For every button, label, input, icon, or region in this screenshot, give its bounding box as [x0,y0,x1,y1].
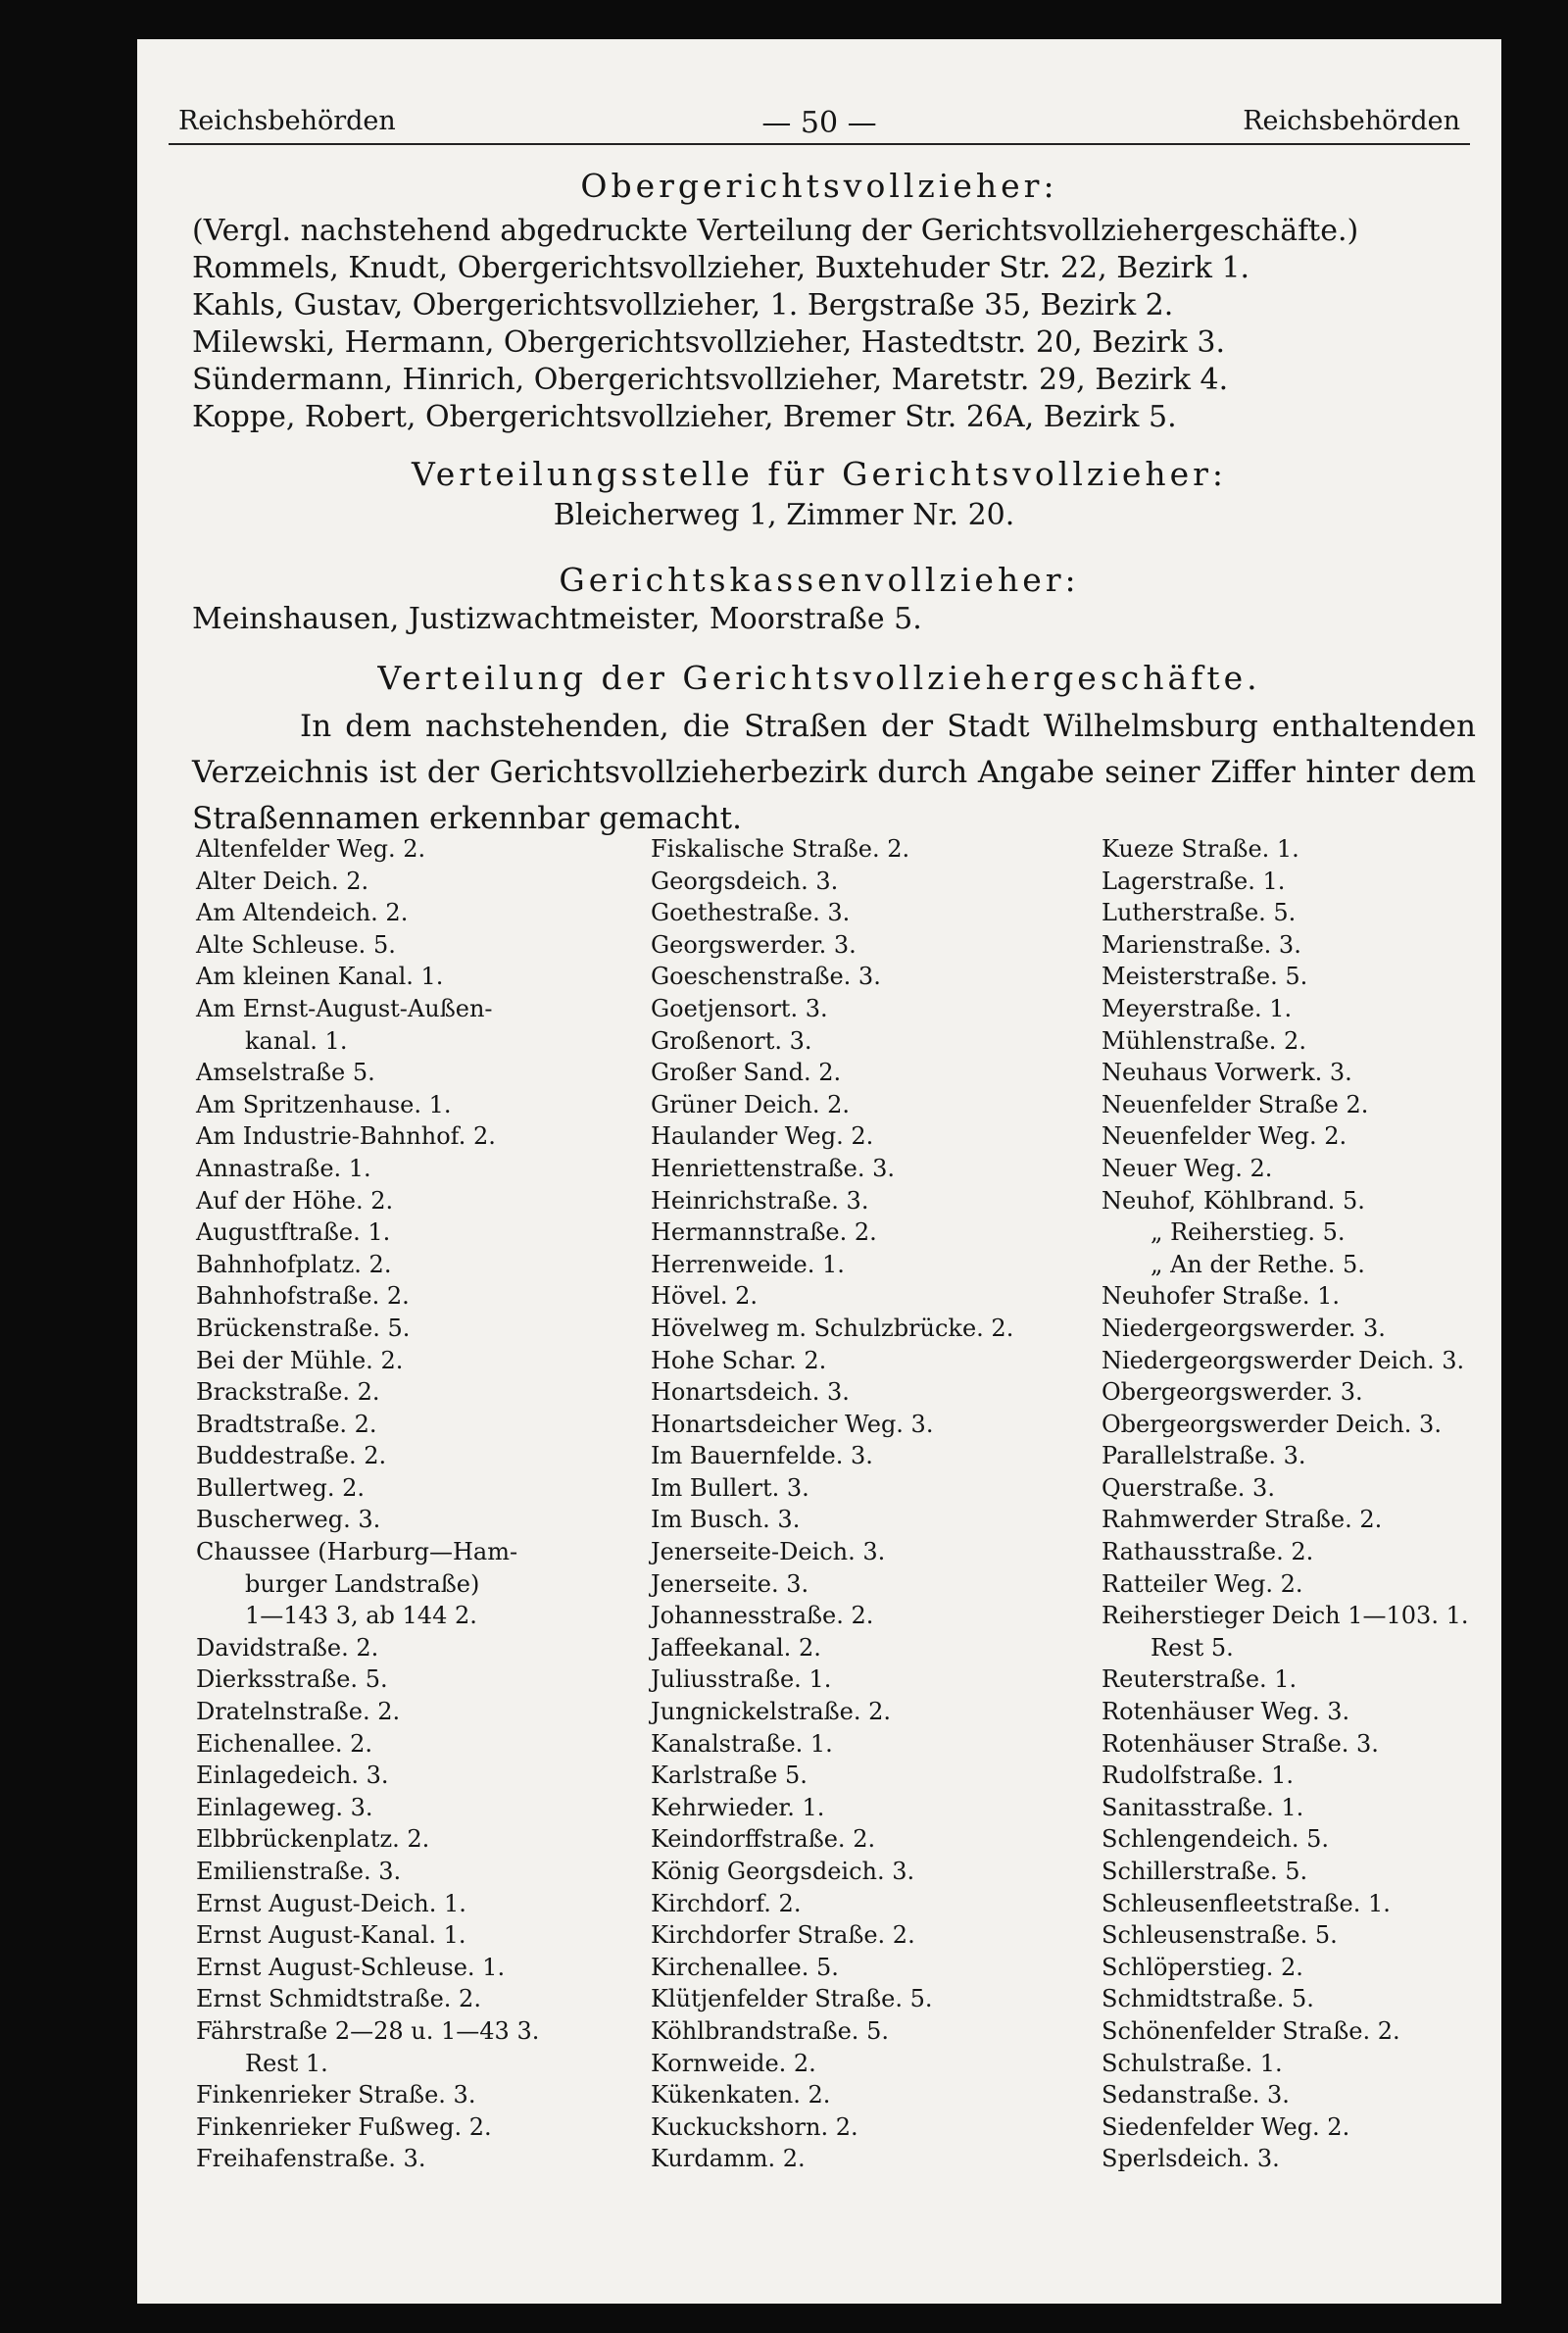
street-entry: Davidstraße. 2. [196,1633,379,1662]
street-entry: Meyerstraße. 1. [1102,994,1293,1022]
street-entry: Schleusenstraße. 5. [1102,1921,1338,1950]
street-entry: Georgswerder. 3. [651,930,857,959]
street-entry: Am kleinen Kanal. 1. [196,963,444,991]
street-entry: Rest 5. [1151,1633,1234,1662]
street-entry: Jaffeekanal. 2. [651,1633,821,1662]
street-column-1 [196,833,539,2175]
street-entry: Neuhof, Köhlbrand. 5. [1102,1186,1365,1215]
street-entry: Kirchdorf. 2. [651,1889,802,1917]
street-entry: Lagerstraße. 1. [1102,867,1286,895]
street-entry: Brückenstraße. 5. [196,1314,411,1342]
street-entry: Am Industrie-Bahnhof. 2. [196,1122,496,1151]
street-entry: Mühlenstraße. 2. [1102,1026,1306,1055]
street-entry: Kirchdorfer Straße. 2. [651,1921,915,1950]
gerichtskassenvollzieher-entry: Meinshausen, Justizwachtmeister, Moorstraße 5. [192,602,922,636]
street-entry: Hövel. 2. [651,1282,758,1311]
street-entry: Einlagedeich. 3. [196,1762,389,1790]
verteilungsstelle-address: Bleicherweg 1, Zimmer Nr. 20. [553,498,1015,532]
street-entry: Einlageweg. 3. [196,1793,373,1821]
street-entry: Ernst August-Deich. 1. [196,1889,466,1917]
street-entry: Amselstraße 5. [196,1059,375,1087]
street-entry: Siedenfelder Weg. 2. [1102,2112,1350,2141]
street-entry: Bei der Mühle. 2. [196,1346,404,1374]
street-entry: Rotenhäuser Weg. 3. [1102,1698,1350,1726]
street-entry: Reiherstieger Deich 1—103. 1. [1102,1602,1469,1630]
street-entry: Auf der Höhe. 2. [196,1186,394,1215]
street-entry: Hermannstraße. 2. [651,1218,877,1247]
street-entry: Querstraße. 3. [1102,1473,1275,1502]
street-entry: Bradtstraße. 2. [196,1410,377,1438]
street-entry: Schulstraße. 1. [1102,2049,1283,2077]
street-entry: Rest 1. [245,2049,328,2077]
street-entry: Neuenfelder Weg. 2. [1102,1122,1348,1151]
street-entry: Reuterstraße. 1. [1102,1665,1298,1694]
street-entry: Am Altendeich. 2. [196,899,409,927]
street-entry: Buscherweg. 3. [196,1506,381,1534]
street-entry: Kurdamm. 2. [651,2145,806,2173]
street-entry: Schmidtstraße. 5. [1102,1985,1314,2013]
street-entry: Rathausstraße. 2. [1102,1538,1314,1566]
street-entry: Kükenkaten. 2. [651,2081,831,2110]
entry-koppe: Koppe, Robert, Obergerichtsvollzieher, Bremer Str. 26A, Bezirk 5. [192,400,1177,434]
street-entry: Kanalstraße. 1. [651,1729,833,1758]
street-entry: Elbbrückenplatz. 2. [196,1825,430,1854]
street-entry: Schillerstraße. 5. [1102,1858,1308,1885]
street-entry: Parallelstraße. 3. [1102,1442,1306,1470]
entry-milewski: Milewski, Hermann, Obergerichtsvollzieher, Hastedtstr. 20, Bezirk 3. [192,325,1225,360]
street-entry: Juliusstraße. 1. [651,1665,832,1694]
street-entry: Sedanstraße. 3. [1102,2081,1290,2110]
running-head-left: Reichsbehörden [178,106,396,136]
street-entry: Dratelnstraße. 2. [196,1698,401,1726]
street-entry: Annastraße. 1. [196,1154,371,1182]
street-entry: Ernst August-Schleuse. 1. [196,1953,506,1981]
street-entry: Alter Deich. 2. [196,867,369,895]
street-entry: Keindorffstraße. 2. [651,1825,876,1854]
street-entry: Dierksstraße. 5. [196,1665,388,1694]
street-entry: Heinrichstraße. 3. [651,1186,869,1215]
street-entry: Ernst Schmidtstraße. 2. [196,1985,481,2013]
street-entry: Karlstraße 5. [651,1762,808,1790]
street-entry: Emilienstraße. 3. [196,1858,402,1885]
street-entry: Bullertweg. 2. [196,1473,366,1502]
street-entry: „ Reiherstieg. 5. [1151,1218,1346,1247]
street-entry: Eichenallee. 2. [196,1729,372,1758]
street-entry: Lutherstraße. 5. [1102,899,1297,927]
street-entry: Schönenfelder Straße. 2. [1102,2016,1400,2045]
street-entry: Großenort. 3. [651,1026,812,1055]
street-entry: Rahmwerder Straße. 2. [1102,1506,1383,1534]
street-entry: Jenerseite-Deich. 3. [651,1538,886,1566]
street-entry: Bahnhofstraße. 2. [196,1282,410,1311]
street-entry: Kirchenallee. 5. [651,1953,839,1981]
street-entry: Kuckuckshorn. 2. [651,2112,858,2141]
street-entry: Hövelweg m. Schulzbrücke. 2. [651,1314,1014,1342]
street-entry: Im Busch. 3. [651,1506,801,1534]
street-entry: Schlöperstieg. 2. [1102,1953,1303,1981]
street-entry: Am Ernst-August-Außen- [196,994,493,1022]
street-entry: Obergeorgswerder. 3. [1102,1378,1363,1407]
street-entry: Altenfelder Weg. 2. [196,835,426,863]
street-entry: Niedergeorgswerder. 3. [1102,1314,1386,1342]
entry-kahls: Kahls, Gustav, Obergerichtsvollzieher, 1. Bergstraße 35, Bezirk 2. [192,288,1174,323]
street-entry: Rotenhäuser Straße. 3. [1102,1729,1379,1758]
street-entry: Henriettenstraße. 3. [651,1154,896,1182]
street-entry: Fährstraße 2—28 u. 1—43 3. [196,2016,540,2045]
street-column-3 [1102,833,1468,2175]
header-rule [169,143,1470,145]
street-entry: Goethestraße. 3. [651,899,851,927]
street-entry: Hohe Schar. 2. [651,1346,827,1374]
street-entry: Niedergeorgswerder Deich. 3. [1102,1346,1465,1374]
heading-verteilung: Verteilung der Gerichtsvollziehergeschäfte. [377,659,1261,697]
entry-rommels: Rommels, Knudt, Obergerichtsvollzieher, Buxtehuder Str. 22, Bezirk 1. [192,251,1250,285]
street-entry: Sperlsdeich. 3. [1102,2145,1280,2173]
street-entry: Bahnhofplatz. 2. [196,1250,392,1278]
street-entry: Goetjensort. 3. [651,994,828,1022]
street-entry: Kornweide. 2. [651,2049,816,2077]
street-entry: Honartsdeich. 3. [651,1378,850,1407]
street-entry: Freihafenstraße. 3. [196,2145,426,2173]
street-entry: Rudolfstraße. 1. [1102,1762,1295,1790]
street-entry: Finkenrieker Fußweg. 2. [196,2112,492,2141]
street-entry: Sanitasstraße. 1. [1102,1793,1304,1821]
street-entry: Obergeorgswerder Deich. 3. [1102,1410,1442,1438]
running-head-right: Reichsbehörden [1243,106,1460,136]
street-entry: Am Spritzenhause. 1. [196,1090,452,1118]
street-entry: kanal. 1. [245,1026,348,1055]
street-entry: Buddestraße. 2. [196,1442,387,1470]
street-entry: Haulander Weg. 2. [651,1122,874,1151]
street-entry: Großer Sand. 2. [651,1059,842,1087]
street-entry: „ An der Rethe. 5. [1151,1250,1365,1278]
street-entry: Finkenrieker Straße. 3. [196,2081,476,2110]
street-entry: Neuer Weg. 2. [1102,1154,1273,1182]
street-entry: Alte Schleuse. 5. [196,930,396,959]
street-entry: Im Bauernfelde. 3. [651,1442,873,1470]
heading-gerichtskassenvollzieher: Gerichtskassenvollzieher: [559,561,1080,599]
street-entry: Augustftraße. 1. [196,1218,391,1247]
street-entry: Jenerseite. 3. [651,1569,809,1598]
street-entry: Kueze Straße. 1. [1102,835,1299,863]
entry-suendermann: Sündermann, Hinrich, Obergerichtsvollzieher, Maretstr. 29, Bezirk 4. [192,363,1229,397]
street-entry: Schlengendeich. 5. [1102,1825,1329,1854]
running-head [169,106,1470,145]
street-entry: Schleusenfleetstraße. 1. [1102,1889,1391,1917]
street-entry: Neuhaus Vorwerk. 3. [1102,1059,1352,1087]
heading-verteilungsstelle: Verteilungsstelle für Gerichtsvollzieher: [411,455,1228,493]
street-entry: Neuenfelder Straße 2. [1102,1090,1369,1118]
street-entry: Neuhofer Straße. 1. [1102,1282,1341,1311]
street-entry: Goeschenstraße. 3. [651,963,881,991]
street-entry: Fiskalische Straße. 2. [651,835,910,863]
heading-obergerichtsvollzieher: Obergerichtsvollzieher: [580,167,1058,205]
street-entry: König Georgsdeich. 3. [651,1858,915,1885]
street-entry: 1—143 3, ab 144 2. [245,1602,477,1630]
street-entry: Georgsdeich. 3. [651,867,839,895]
street-entry: burger Landstraße) [245,1569,480,1598]
street-entry: Ernst August-Kanal. 1. [196,1921,466,1950]
street-entry: Im Bullert. 3. [651,1473,809,1502]
street-entry: Kehrwieder. 1. [651,1793,825,1821]
street-entry: Marienstraße. 3. [1102,930,1301,959]
obergerichtsvollzieher-note: (Vergl. nachstehend abgedruckte Verteilung der Gerichtsvollziehergeschäfte.) [192,214,1359,248]
street-entry: Honartsdeicher Weg. 3. [651,1410,934,1438]
street-entry: Jungnickelstraße. 2. [651,1698,892,1726]
street-entry: Meisterstraße. 5. [1102,963,1308,991]
street-entry: Köhlbrandstraße. 5. [651,2016,889,2045]
street-entry: Herrenweide. 1. [651,1250,845,1278]
street-entry: Grüner Deich. 2. [651,1090,851,1118]
street-column-2 [651,833,1013,2175]
page-number: — 50 — [761,106,877,140]
street-entry: Ratteiler Weg. 2. [1102,1569,1303,1598]
street-entry: Johannesstraße. 2. [651,1602,874,1630]
street-entry: Chaussee (Harburg—Ham- [196,1538,518,1566]
street-entry: Brackstraße. 2. [196,1378,380,1407]
verteilung-intro: In dem nachstehenden, die Straßen der Stadt Wilhelmsburg enthaltenden Verzeichnis ist der Gerichtsvollzieherbezirk durch Angabe seiner Ziffer hinter dem Straßennamen erkennbar gemacht. [192,709,1476,836]
street-entry: Klütjenfelder Straße. 5. [651,1985,933,2013]
